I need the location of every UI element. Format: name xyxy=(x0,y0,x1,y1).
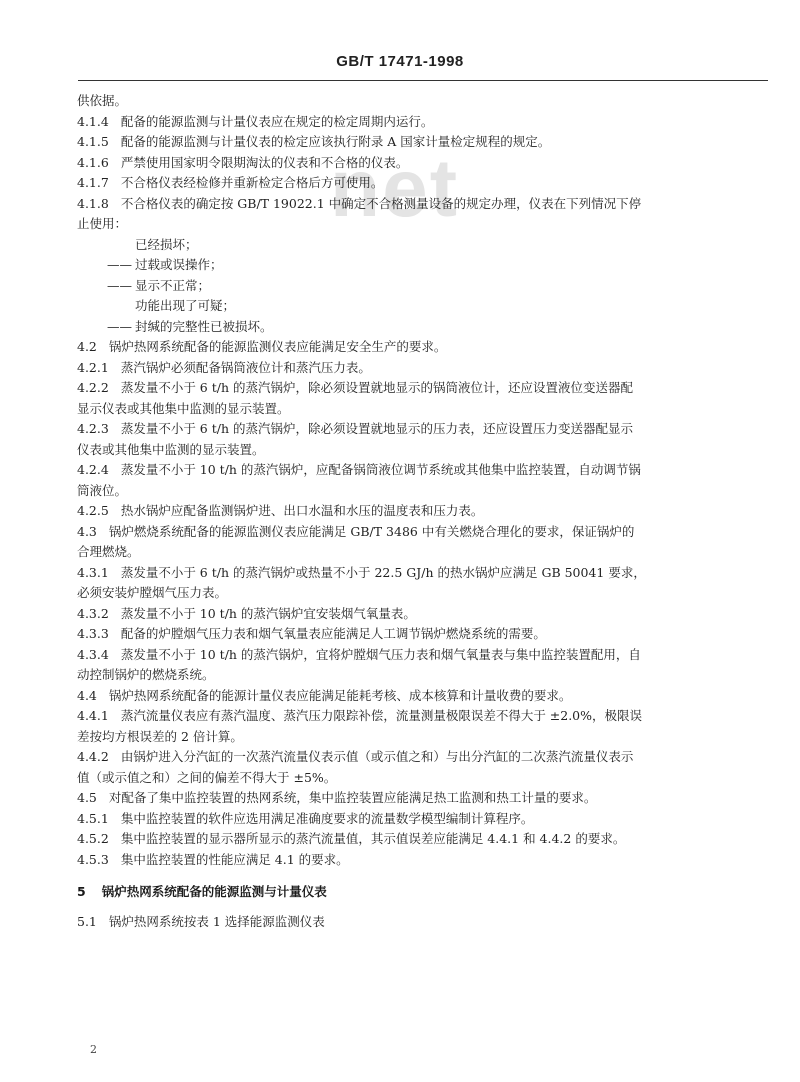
clause-text: 值（或示值之和）之间的偏差不得大于 ±5%。 xyxy=(77,769,337,785)
condition-item xyxy=(77,235,767,256)
clause-4-2-1 xyxy=(77,358,767,379)
dash-marker: —— xyxy=(107,277,132,293)
section-number: 5 xyxy=(77,884,86,899)
clause-text: 必须安装炉膛烟气压力表。 xyxy=(77,585,228,600)
clause-text: 蒸发量不小于 6 t/h 的蒸汽锅炉，除必须设置就地显示的压力表，还应设置压力变送器配显示 xyxy=(120,421,633,436)
clause-4-2-4 xyxy=(77,460,767,481)
clause-4-3-2 xyxy=(77,604,767,625)
clause-4-1-4 xyxy=(77,112,767,133)
section-title: 锅炉热网系统配备的能源监测与计量仪表 xyxy=(101,884,327,899)
clause-continuation xyxy=(77,768,767,789)
clause-4-4-1 xyxy=(77,706,767,727)
clause-text: 筒液位。 xyxy=(77,482,128,498)
clause-number: 4.1.5 xyxy=(77,134,109,149)
line-text: 供依据。 xyxy=(77,93,128,108)
header-rule xyxy=(78,80,768,81)
clause-number: 4.2.4 xyxy=(77,462,109,477)
clause-continuation xyxy=(77,542,767,563)
clause-text: 热水锅炉应配备监测锅炉进、出口水温和水压的温度表和压力表。 xyxy=(120,503,484,518)
clause-number: 4.3.4 xyxy=(77,646,109,662)
condition-text: 显示不正常； xyxy=(135,277,211,293)
section-5-heading xyxy=(77,882,767,902)
condition-item xyxy=(77,317,767,338)
clause-text: 不合格仪表经检修并重新检定合格后方可使用。 xyxy=(120,175,384,190)
clause-number: 5.1 xyxy=(77,914,97,929)
clause-number: 4.3.1 xyxy=(77,564,109,580)
watermark: net xyxy=(330,143,459,234)
clause-continuation xyxy=(77,481,767,502)
text-line xyxy=(77,91,767,112)
clause-number: 4.5.2 xyxy=(77,831,109,846)
clause-text: 蒸发量不小于 10 t/h 的蒸汽锅炉宜安装烟气氧量表。 xyxy=(120,605,416,621)
clause-4-3-3 xyxy=(77,624,767,645)
clause-text: 集中监控装置的性能应满足 4.1 的要求。 xyxy=(120,851,349,867)
clause-continuation xyxy=(77,440,767,461)
dash-marker: —— xyxy=(107,318,132,334)
dash-marker: —— xyxy=(107,257,132,272)
clause-text: 配备的炉膛烟气压力表和烟气氧量表应能满足人工调节锅炉燃烧系统的需要。 xyxy=(120,626,546,641)
clause-text: 蒸发量不小于 10 t/h 的蒸汽锅炉，应配备锅筒液位调节系统或其他集中监控装置，自动调节锅 xyxy=(120,462,641,477)
clause-text: 差按均方根误差的 2 倍计算。 xyxy=(77,728,243,744)
clause-text: 对配备了集中监控装置的热网系统，集中监控装置应能满足热工监测和热工计量的要求。 xyxy=(108,790,597,805)
condition-text: 已经损坏； xyxy=(135,236,198,252)
condition-item xyxy=(77,255,767,276)
clause-4-1-8 xyxy=(77,194,767,215)
condition-item xyxy=(77,296,767,317)
condition-text: 功能出现了可疑； xyxy=(135,298,236,313)
clause-4-1-5 xyxy=(77,132,767,153)
clause-text: 严禁使用国家明令限期淘汰的仪表和不合格的仪表。 xyxy=(120,154,409,170)
document-body xyxy=(77,91,767,933)
clause-text: 蒸汽锅炉必须配备锅筒液位计和蒸汽压力表。 xyxy=(120,359,371,375)
clause-number: 4.2.1 xyxy=(77,359,109,375)
clause-4-5-3 xyxy=(77,850,767,871)
clause-number: 4.2.2 xyxy=(77,380,109,395)
text-line xyxy=(77,214,767,235)
clause-number: 4.2.3 xyxy=(77,421,109,436)
clause-number: 4.3.3 xyxy=(77,626,109,641)
clause-4-5-2 xyxy=(77,829,767,850)
clause-4-3 xyxy=(77,522,767,543)
clause-4-5 xyxy=(77,788,767,809)
clause-text: 集中监控装置的软件应选用满足准确度要求的流量数学模型编制计算程序。 xyxy=(120,810,534,826)
clause-text: 锅炉热网系统配备的能源监测仪表应能满足安全生产的要求。 xyxy=(108,339,447,354)
clause-number: 4.4.2 xyxy=(77,749,109,764)
clause-text: 仪表或其他集中监测的显示装置。 xyxy=(77,441,265,457)
clause-number: 4.2 xyxy=(77,339,97,354)
clause-number: 4.2.5 xyxy=(77,503,109,518)
clause-4-5-1 xyxy=(77,809,767,830)
clause-4-2-3 xyxy=(77,419,767,440)
line-text: 止使用： xyxy=(77,216,128,231)
clause-number: 4.5.3 xyxy=(77,851,109,867)
clause-4-2 xyxy=(77,337,767,358)
clause-5-1 xyxy=(77,912,767,933)
clause-4-1-6 xyxy=(77,153,767,174)
clause-text: 集中监控装置的显示器所显示的蒸汽流量值，其示值误差应能满足 4.4.1 和 4.4.2 的要求。 xyxy=(120,831,626,846)
clause-number: 4.5 xyxy=(77,790,97,805)
clause-number: 4.1.8 xyxy=(77,195,109,211)
clause-text: 不合格仪表的确定按 GB/T 19022.1 中确定不合格测量设备的规定办理，仪表在下列情况下停 xyxy=(120,195,642,211)
clause-number: 4.4 xyxy=(77,687,97,703)
clause-text: 蒸发量不小于 10 t/h 的蒸汽锅炉，宜将炉膛烟气压力表和烟气氧量表与集中监控装置配用，自 xyxy=(120,646,641,662)
clause-continuation xyxy=(77,727,767,748)
clause-continuation xyxy=(77,583,767,604)
clause-text: 蒸汽流量仪表应有蒸汽温度、蒸汽压力限踪补偿，流量测量极限误差不得大于 ±2.0%，极限误 xyxy=(120,708,643,723)
clause-text: 锅炉热网系统按表 1 选择能源监测仪表 xyxy=(108,914,325,929)
condition-text: 过载或误操作； xyxy=(135,257,223,272)
clause-text: 蒸发量不小于 6 t/h 的蒸汽锅炉或热量不小于 22.5 GJ/h 的热水锅炉应满足 GB 50041 要求， xyxy=(120,564,646,580)
clause-4-4-2 xyxy=(77,747,767,768)
clause-text: 动控制锅炉的燃烧系统。 xyxy=(77,667,215,682)
clause-continuation xyxy=(77,399,767,420)
clause-4-3-4 xyxy=(77,645,767,666)
clause-4-1-7 xyxy=(77,173,767,194)
clause-4-2-2 xyxy=(77,378,767,399)
clause-text: 配备的能源监测与计量仪表应在规定的检定周期内运行。 xyxy=(120,113,434,129)
clause-4-3-1 xyxy=(77,563,767,584)
clause-number: 4.4.1 xyxy=(77,708,109,723)
standard-code-header: GB/T 17471-1998 xyxy=(336,53,464,70)
clause-number: 4.3 xyxy=(77,523,97,539)
clause-text: 配备的能源监测与计量仪表的检定应该执行附录 A 国家计量检定规程的规定。 xyxy=(120,134,551,149)
clause-4-4 xyxy=(77,686,767,707)
clause-number: 4.1.4 xyxy=(77,113,109,129)
page-number: 2 xyxy=(90,1043,97,1056)
clause-number: 4.3.2 xyxy=(77,605,109,621)
clause-text: 由锅炉进入分汽缸的一次蒸汽流量仪表示值（或示值之和）与出分汽缸的二次蒸汽流量仪表示 xyxy=(120,749,634,764)
clause-text: 合理燃烧。 xyxy=(77,544,140,559)
clause-text: 显示仪表或其他集中监测的显示装置。 xyxy=(77,400,290,416)
condition-text: 封缄的完整性已被损坏。 xyxy=(135,318,273,334)
clause-4-2-5 xyxy=(77,501,767,522)
clause-text: 锅炉燃烧系统配备的能源监测仪表应能满足 GB/T 3486 中有关燃烧合理化的要求，保证锅炉的 xyxy=(108,523,635,539)
clause-number: 4.5.1 xyxy=(77,810,109,826)
clause-text: 蒸发量不小于 6 t/h 的蒸汽锅炉，除必须设置就地显示的锅筒液位计，还应设置液位变送器配 xyxy=(120,380,633,395)
clause-continuation xyxy=(77,665,767,686)
condition-item xyxy=(77,276,767,297)
clause-number: 4.1.6 xyxy=(77,154,109,170)
clause-text: 锅炉热网系统配备的能源计量仪表应能满足能耗考核、成本核算和计量收费的要求。 xyxy=(108,687,572,703)
clause-number: 4.1.7 xyxy=(77,175,109,190)
